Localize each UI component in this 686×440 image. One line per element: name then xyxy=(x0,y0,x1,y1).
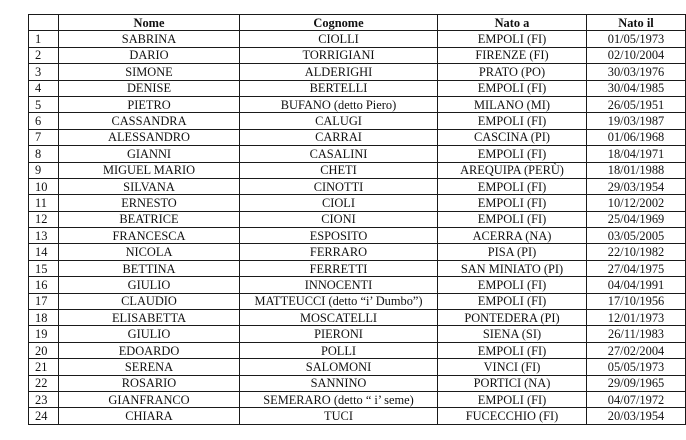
cell-cognome: CARRAI xyxy=(240,129,438,145)
cell-nato-a: EMPOLI (FI) xyxy=(438,178,587,194)
cell-nato-a: PRATO (PO) xyxy=(438,64,587,80)
cell-nome: BEATRICE xyxy=(59,211,240,227)
cell-cognome: CIOLLI xyxy=(240,31,438,47)
cell-cognome: MATTEUCCI (detto “i’ Dumbo”) xyxy=(240,293,438,309)
cell-nato-a: PORTICI (NA) xyxy=(438,375,587,391)
cell-cognome: SALOMONI xyxy=(240,359,438,375)
cell-cognome: MOSCATELLI xyxy=(240,310,438,326)
cell-cognome: TORRIGIANI xyxy=(240,47,438,63)
cell-nome: EDOARDO xyxy=(59,342,240,358)
cell-nato-a: CASCINA (PI) xyxy=(438,129,587,145)
row-number: 10 xyxy=(29,178,59,194)
table-row xyxy=(29,129,686,145)
table-row xyxy=(29,96,686,112)
cell-cognome: CHETI xyxy=(240,162,438,178)
table-row xyxy=(29,375,686,391)
cell-nome: SILVANA xyxy=(59,178,240,194)
cell-nome: CLAUDIO xyxy=(59,293,240,309)
cell-nome: PIETRO xyxy=(59,96,240,112)
cell-nato-il: 30/04/1985 xyxy=(587,80,686,96)
cell-cognome: FERRARO xyxy=(240,244,438,260)
cell-nome: DENISE xyxy=(59,80,240,96)
cell-nato-il: 01/06/1968 xyxy=(587,129,686,145)
cell-nome: CHIARA xyxy=(59,408,240,424)
row-number: 11 xyxy=(29,195,59,211)
cell-cognome: BUFANO (detto Piero) xyxy=(240,96,438,112)
row-number: 3 xyxy=(29,64,59,80)
cell-nato-il: 27/04/1975 xyxy=(587,260,686,276)
table-row xyxy=(29,80,686,96)
row-number: 9 xyxy=(29,162,59,178)
cell-nato-il: 02/10/2004 xyxy=(587,47,686,63)
cell-nato-il: 20/03/1954 xyxy=(587,408,686,424)
row-number: 17 xyxy=(29,293,59,309)
cell-nato-il: 27/02/2004 xyxy=(587,342,686,358)
cell-nato-a: ACERRA (NA) xyxy=(438,228,587,244)
cell-cognome: CALUGI xyxy=(240,113,438,129)
table-row xyxy=(29,408,686,424)
cell-cognome: ESPOSITO xyxy=(240,228,438,244)
cell-nato-a: EMPOLI (FI) xyxy=(438,211,587,227)
cell-nome: SIMONE xyxy=(59,64,240,80)
table-row xyxy=(29,195,686,211)
table-row xyxy=(29,47,686,63)
cell-nato-il: 01/05/1973 xyxy=(587,31,686,47)
header-number xyxy=(29,15,59,31)
cell-nome: ERNESTO xyxy=(59,195,240,211)
cell-nome: CASSANDRA xyxy=(59,113,240,129)
roster-table xyxy=(28,14,686,425)
table-row xyxy=(29,260,686,276)
table-row xyxy=(29,228,686,244)
cell-nome: GIULIO xyxy=(59,277,240,293)
row-number: 20 xyxy=(29,342,59,358)
row-number: 1 xyxy=(29,31,59,47)
row-number: 2 xyxy=(29,47,59,63)
cell-nato-il: 25/04/1969 xyxy=(587,211,686,227)
cell-nato-a: EMPOLI (FI) xyxy=(438,293,587,309)
cell-nato-a: AREQUIPA (PERÙ) xyxy=(438,162,587,178)
table-row xyxy=(29,391,686,407)
cell-nato-a: EMPOLI (FI) xyxy=(438,80,587,96)
table-row xyxy=(29,211,686,227)
cell-nato-il: 30/03/1976 xyxy=(587,64,686,80)
cell-nato-il: 26/11/1983 xyxy=(587,326,686,342)
cell-nato-il: 22/10/1982 xyxy=(587,244,686,260)
cell-nato-a: EMPOLI (FI) xyxy=(438,342,587,358)
cell-nato-a: EMPOLI (FI) xyxy=(438,31,587,47)
table-row xyxy=(29,64,686,80)
cell-cognome: FERRETTI xyxy=(240,260,438,276)
cell-cognome: SANNINO xyxy=(240,375,438,391)
row-number: 18 xyxy=(29,310,59,326)
cell-cognome: INNOCENTI xyxy=(240,277,438,293)
table-row xyxy=(29,293,686,309)
cell-cognome: CINOTTI xyxy=(240,178,438,194)
row-number: 19 xyxy=(29,326,59,342)
roster-body xyxy=(29,31,686,424)
header-row xyxy=(29,15,686,31)
cell-nome: GIULIO xyxy=(59,326,240,342)
row-number: 16 xyxy=(29,277,59,293)
roster-sheet xyxy=(28,14,686,425)
table-row xyxy=(29,113,686,129)
cell-nato-a: MILANO (MI) xyxy=(438,96,587,112)
cell-nato-il: 18/04/1971 xyxy=(587,146,686,162)
cell-nato-a: VINCI (FI) xyxy=(438,359,587,375)
row-number: 7 xyxy=(29,129,59,145)
cell-nome: ROSARIO xyxy=(59,375,240,391)
cell-nato-il: 17/10/1956 xyxy=(587,293,686,309)
row-number: 15 xyxy=(29,260,59,276)
cell-nato-a: SIENA (SI) xyxy=(438,326,587,342)
cell-cognome: CIOLI xyxy=(240,195,438,211)
cell-cognome: CIONI xyxy=(240,211,438,227)
header-cognome: Cognome xyxy=(240,15,438,31)
cell-nato-a: EMPOLI (FI) xyxy=(438,277,587,293)
cell-nato-a: PONTEDERA (PI) xyxy=(438,310,587,326)
cell-nome: BETTINA xyxy=(59,260,240,276)
row-number: 6 xyxy=(29,113,59,129)
cell-nato-il: 10/12/2002 xyxy=(587,195,686,211)
row-number: 22 xyxy=(29,375,59,391)
cell-nato-il: 12/01/1973 xyxy=(587,310,686,326)
header-nome: Nome xyxy=(59,15,240,31)
cell-nome: MIGUEL MARIO xyxy=(59,162,240,178)
header-nato-a: Nato a xyxy=(438,15,587,31)
cell-nato-a: EMPOLI (FI) xyxy=(438,195,587,211)
table-row xyxy=(29,178,686,194)
cell-nome: SABRINA xyxy=(59,31,240,47)
cell-nato-il: 29/03/1954 xyxy=(587,178,686,194)
cell-nato-il: 03/05/2005 xyxy=(587,228,686,244)
cell-nato-il: 18/01/1988 xyxy=(587,162,686,178)
cell-nome: SERENA xyxy=(59,359,240,375)
cell-cognome: POLLI xyxy=(240,342,438,358)
cell-nato-a: SAN MINIATO (PI) xyxy=(438,260,587,276)
cell-nato-a: EMPOLI (FI) xyxy=(438,113,587,129)
cell-cognome: ALDERIGHI xyxy=(240,64,438,80)
row-number: 21 xyxy=(29,359,59,375)
table-row xyxy=(29,162,686,178)
cell-nome: NICOLA xyxy=(59,244,240,260)
cell-cognome: BERTELLI xyxy=(240,80,438,96)
cell-nome: FRANCESCA xyxy=(59,228,240,244)
cell-nato-il: 04/07/1972 xyxy=(587,391,686,407)
cell-nome: DARIO xyxy=(59,47,240,63)
table-row xyxy=(29,326,686,342)
cell-nato-il: 29/09/1965 xyxy=(587,375,686,391)
table-row xyxy=(29,359,686,375)
row-number: 23 xyxy=(29,391,59,407)
cell-nome: GIANFRANCO xyxy=(59,391,240,407)
row-number: 24 xyxy=(29,408,59,424)
table-row xyxy=(29,277,686,293)
cell-nato-a: FIRENZE (FI) xyxy=(438,47,587,63)
cell-nome: ELISABETTA xyxy=(59,310,240,326)
row-number: 4 xyxy=(29,80,59,96)
row-number: 12 xyxy=(29,211,59,227)
table-row xyxy=(29,31,686,47)
cell-nato-a: FUCECCHIO (FI) xyxy=(438,408,587,424)
cell-nato-il: 19/03/1987 xyxy=(587,113,686,129)
row-number: 8 xyxy=(29,146,59,162)
header-nato-il: Nato il xyxy=(587,15,686,31)
cell-nato-a: EMPOLI (FI) xyxy=(438,391,587,407)
cell-cognome: PIERONI xyxy=(240,326,438,342)
cell-cognome: TUCI xyxy=(240,408,438,424)
table-row xyxy=(29,146,686,162)
table-row xyxy=(29,244,686,260)
cell-nato-il: 26/05/1951 xyxy=(587,96,686,112)
cell-nato-a: EMPOLI (FI) xyxy=(438,146,587,162)
cell-nato-il: 05/05/1973 xyxy=(587,359,686,375)
row-number: 13 xyxy=(29,228,59,244)
cell-nato-a: PISA (PI) xyxy=(438,244,587,260)
cell-nato-il: 04/04/1991 xyxy=(587,277,686,293)
cell-nome: ALESSANDRO xyxy=(59,129,240,145)
cell-cognome: SEMERARO (detto “ i’ seme) xyxy=(240,391,438,407)
cell-nome: GIANNI xyxy=(59,146,240,162)
row-number: 5 xyxy=(29,96,59,112)
cell-cognome: CASALINI xyxy=(240,146,438,162)
table-row xyxy=(29,310,686,326)
row-number: 14 xyxy=(29,244,59,260)
table-row xyxy=(29,342,686,358)
